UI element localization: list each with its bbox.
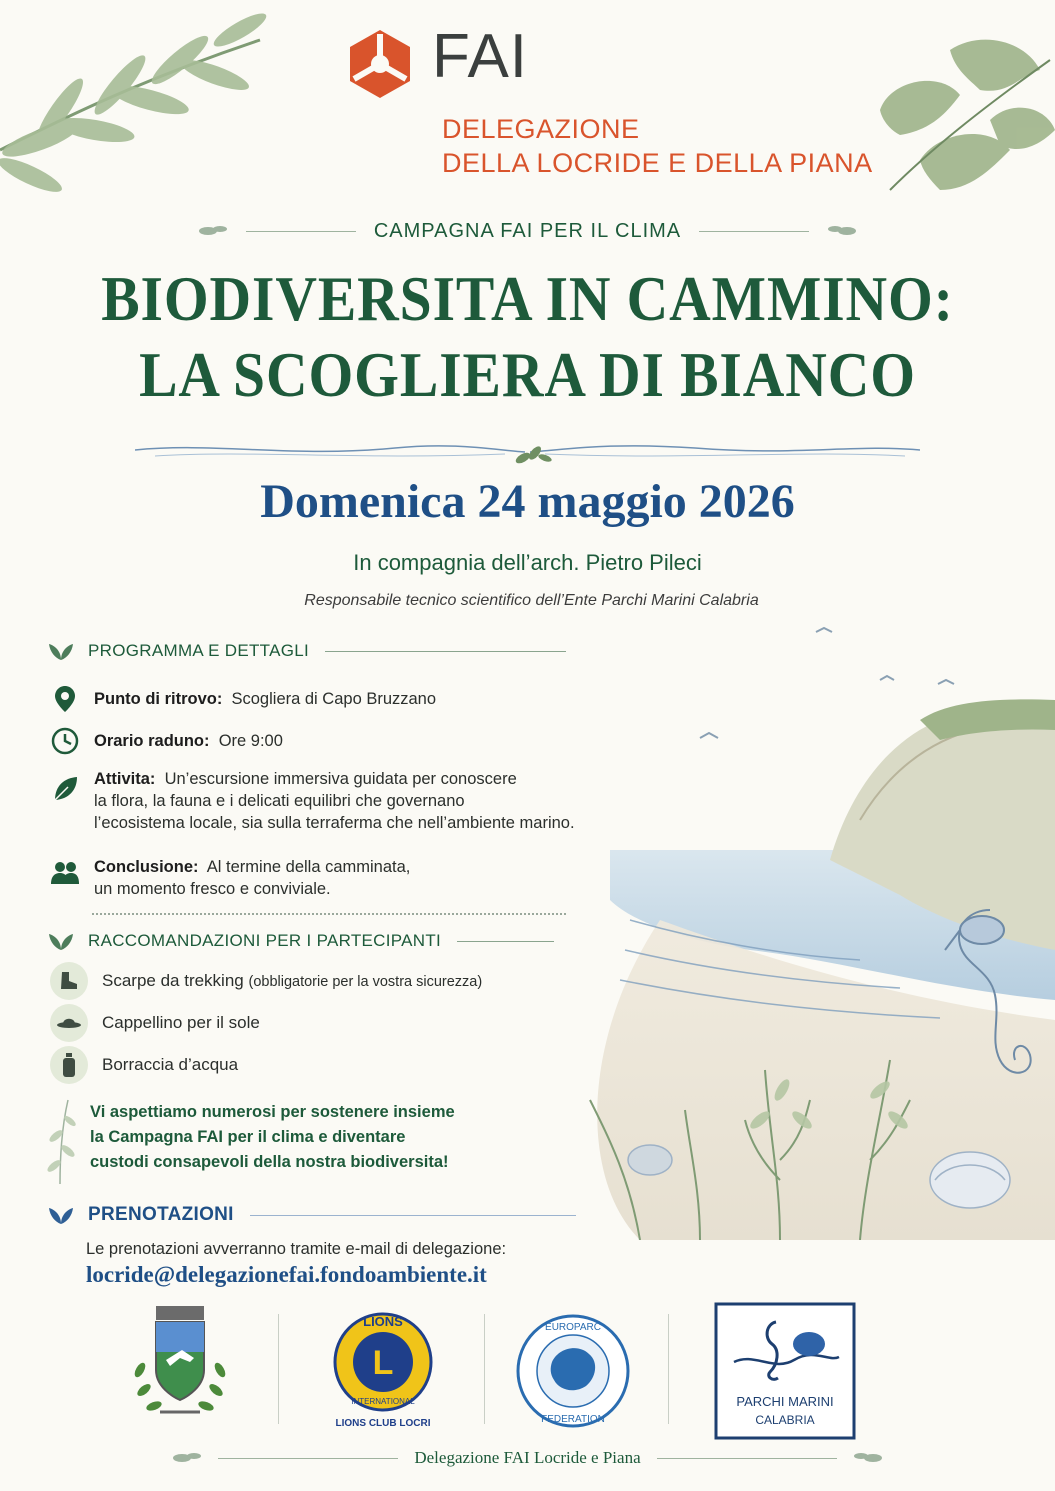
booking-heading: [46, 1204, 576, 1226]
parchi-marini-line1: PARCHI MARINI: [736, 1394, 834, 1409]
activity-label: Attivita:: [94, 770, 156, 788]
recommendations-heading-label: RACCOMANDAZIONI PER I PARTECIPANTI: [88, 931, 442, 950]
recommendation-boots: [50, 962, 482, 1000]
event-title-line2: LA SCOGLIERA DI BIANCO: [139, 339, 916, 410]
booking-email-link[interactable]: locride@delegazionefai.fondoambiente.it: [86, 1262, 487, 1287]
europarc-bottom-text: FEDERATION: [541, 1414, 605, 1425]
delegation-name-line2: DELLA LOCRIDE E DELLA PIANA: [442, 148, 873, 178]
event-date: Domenica 24 maggio 2026: [260, 475, 795, 528]
coastal-cliff-illustration: [520, 620, 1055, 1240]
parchi-marini-calabria-logo: [714, 1302, 856, 1440]
lions-club-logo: [318, 1304, 448, 1434]
recommendation-bottle: [50, 1046, 238, 1084]
footer-text: Delegazione FAI Locride e Piana: [414, 1448, 641, 1467]
conclusion-text-line2: un momento fresco e conviviale.: [94, 880, 331, 898]
footer: [0, 1448, 1055, 1468]
parchi-marini-line2: CALABRIA: [755, 1413, 815, 1427]
fai-logo-icon: [344, 28, 416, 100]
recommendation-hat: [50, 1004, 260, 1042]
clock-icon: [50, 726, 80, 756]
sprout-icon: [46, 640, 76, 662]
logo-divider: [484, 1314, 485, 1424]
sprout-icon: [46, 1204, 76, 1226]
oak-leaves-illustration: [860, 20, 1055, 200]
closing-line1: Vi aspettiamo numerosi per sostenere insieme: [90, 1103, 455, 1121]
event-title-line1: BIODIVERSITA IN CAMMINO:: [101, 263, 954, 334]
conclusion-label: Conclusione:: [94, 858, 199, 876]
sun-hat-icon: [56, 1012, 82, 1034]
recommendation-boots-text: Scarpe da trekking: [102, 971, 244, 990]
campaign-banner: [0, 214, 1055, 248]
recommendation-boots-note: (obbligatorie per la vostra sicurezza): [248, 974, 483, 990]
lions-wordmark: LIONS: [363, 1314, 403, 1329]
sprig-icon: [198, 223, 228, 239]
municipality-coat-of-arms: [120, 1300, 240, 1430]
logo-divider: [668, 1314, 669, 1424]
booking-instructions: Le prenotazioni avverranno tramite e-mail di delegazione:: [86, 1240, 507, 1258]
closing-line2: la Campagna FAI per il clima e diventare: [90, 1128, 406, 1146]
activity-text-line2: la flora, la fauna e i delicati equilibri che governano: [94, 792, 465, 810]
wave-divider: [135, 438, 920, 468]
hiking-boot-icon: [57, 969, 81, 993]
program-heading-label: PROGRAMMA E DETTAGLI: [88, 641, 310, 660]
activity-text-line3: l’ecosistema locale, sia sulla terraferma che nell’ambiente marino.: [94, 814, 575, 832]
branch-icon: [40, 1096, 80, 1186]
people-icon: [50, 858, 80, 888]
location-pin-icon: [50, 684, 80, 714]
recommendations-heading: [46, 930, 554, 952]
time-label: Orario raduno:: [94, 732, 210, 750]
program-item-time: [50, 726, 283, 756]
program-item-meeting-point: [50, 684, 436, 714]
sprig-icon: [827, 223, 857, 239]
conclusion-text-line1: Al termine della camminata,: [206, 858, 411, 876]
meeting-point-value: Scogliera di Capo Bruzzano: [231, 690, 437, 708]
sprig-icon: [172, 1450, 202, 1466]
fai-logo-text: FAI: [432, 22, 529, 91]
campaign-label: CAMPAGNA FAI PER IL CLIMA: [373, 219, 682, 242]
europarc-federation-logo: [514, 1312, 632, 1430]
program-heading: [46, 640, 566, 662]
time-value: Ore 9:00: [218, 732, 283, 750]
europarc-top-text: EUROPARC: [545, 1322, 601, 1333]
booking-heading-label: PRENOTAZIONI: [88, 1204, 234, 1225]
dotted-divider: [92, 913, 566, 915]
guide-role: Responsabile tecnico scientifico dell’Ente Parchi Marini Calabria: [304, 592, 759, 609]
sprig-icon: [853, 1450, 883, 1466]
closing-message: [90, 1100, 455, 1175]
svg-text:L: L: [372, 1344, 394, 1382]
lions-club-locri: LIONS CLUB LOCRI: [335, 1418, 431, 1429]
closing-line3: custodi consapevoli della nostra biodiversita!: [90, 1153, 449, 1171]
delegation-name-line1: DELEGAZIONE: [442, 114, 640, 144]
sprout-icon: [46, 930, 76, 952]
lions-international: INTERNATIONAL: [351, 1397, 415, 1406]
activity-text-line1: Un’escursione immersiva guidata per conoscere: [164, 770, 517, 788]
recommendation-hat-text: Cappellino per il sole: [102, 1013, 260, 1032]
logo-divider: [278, 1314, 279, 1424]
olive-branch-illustration: [0, 0, 300, 200]
program-item-conclusion: [50, 856, 410, 900]
program-item-activity: [50, 768, 575, 834]
meeting-point-label: Punto di ritrovo:: [94, 690, 223, 708]
guide-name: In compagnia dell’arch. Pietro Pileci: [353, 550, 702, 575]
recommendation-bottle-text: Borraccia d’acqua: [102, 1055, 239, 1074]
water-bottle-icon: [61, 1052, 77, 1078]
leaf-icon: [50, 774, 80, 804]
